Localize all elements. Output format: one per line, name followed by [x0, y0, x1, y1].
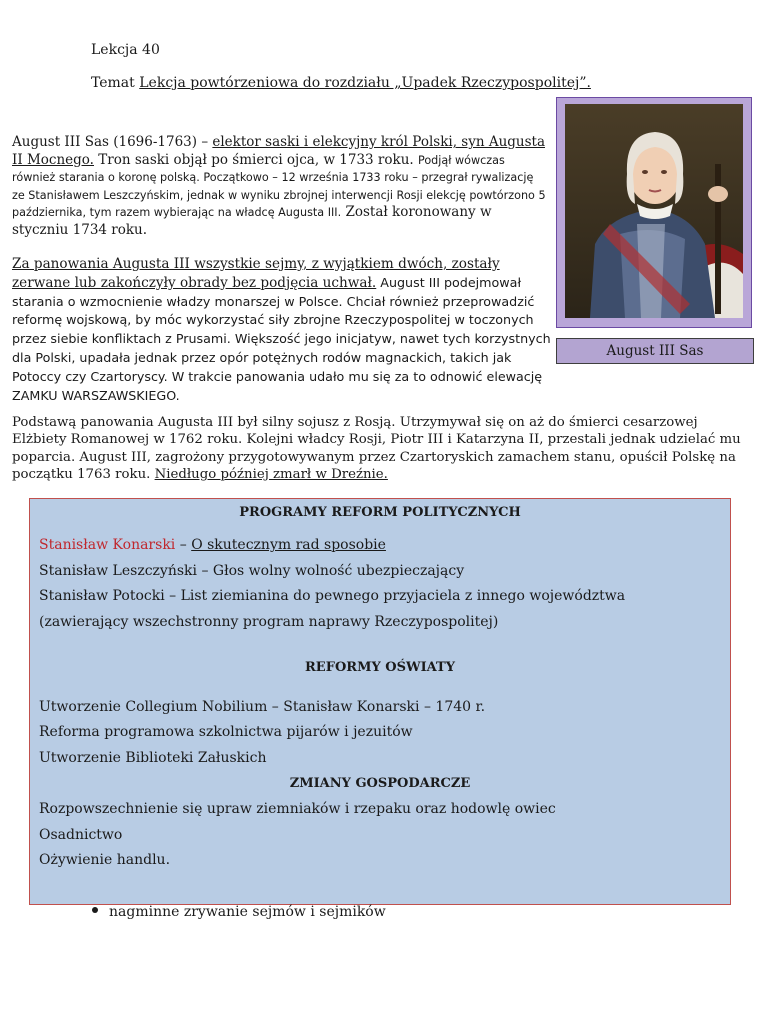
- bullet-item: [92, 904, 386, 920]
- konarski-dash: –: [175, 537, 192, 553]
- portrait-caption: August III Sas: [556, 338, 754, 364]
- edu-line-piarists: Reforma programowa szkolnictwa pijarów i jezuitów: [39, 724, 413, 740]
- bullet-dot-icon: [92, 907, 98, 913]
- portrait-frame: [556, 97, 752, 328]
- bio-end: Został koronowany w styczniu 1734 roku.: [12, 204, 492, 238]
- reforms-box: [29, 498, 731, 905]
- lesson-topic: [91, 75, 591, 91]
- lesson-number: Lekcja 40: [91, 42, 160, 58]
- bio-underlined: elektor saski i elekcyjny król Polski, syn Augusta II Mocnego.: [12, 134, 545, 168]
- paragraph-russia: [12, 414, 747, 484]
- paragraph-biography: [12, 134, 547, 239]
- topic-title: Lekcja powtórzeniowa do rozdziału „Upadek Rzeczypospolitej”.: [139, 75, 591, 91]
- konarski-name: Stanisław Konarski: [39, 537, 176, 553]
- edu-line-collegium: Utworzenie Collegium Nobilium – Stanisław Konarski – 1740 r.: [39, 699, 486, 715]
- eco-line-trade: Ożywienie handlu.: [39, 852, 171, 868]
- reform-line-konarski: [39, 537, 386, 553]
- paragraph-reign: [12, 256, 552, 405]
- reign-rest: August III podejmował starania o wzmocnienie władzy monarszej w Polsce. Chciał również przeprowadzić reformę wojskową, by móc wykorzystać siły zbrojne Rzeczypospolitej w toczonych przez siebie konfliktach z Prusami. Większość jego inicjatyw, nawet tych korzystnych dla Polski, upadała jednak przez opór potężnych rodów magnackich, takich jak Potoccy czy Czartoryscy. W trakcie panowania udało mu się za to odnowić elewację ZAMKU WARSZAWSKIEGO.: [12, 274, 551, 403]
- heading-education-reforms: REFORMY OŚWIATY: [305, 660, 455, 675]
- russia-underlined: Niedługo później zmarł w Dreźnie.: [154, 467, 388, 483]
- reform-line-potocki: Stanisław Potocki – List ziemianina do pewnego przyjaciela z innego województwa: [39, 588, 626, 604]
- russia-text: Podstawą panowania Augusta III był silny sojusz z Rosją. Utrzymywał się on aż do śmierci cesarzowej Elżbiety Romanowej w 1762 roku. Kolejni władcy Rosji, Piotr III i Katarzyna II, przestali jednak udzielać mu poparcia. August III, zagrożony przygotowywanym przez Czartoryskich zamachem stanu, opuścił Polskę na początku 1763 roku.: [12, 415, 741, 483]
- bullet-text: nagminne zrywanie sejmów i sejmików: [109, 904, 386, 920]
- bio-lead: August III Sas (1696-1763) –: [12, 134, 213, 150]
- eco-line-crops: Rozpowszechnienie się upraw ziemniaków i rzepaku oraz hodowlę owiec: [39, 801, 556, 817]
- bio-cont: Tron saski objął po śmierci ojca, w 1733 roku.: [93, 151, 414, 168]
- portrait-painting: [565, 104, 743, 318]
- topic-prefix: Temat: [91, 75, 135, 91]
- reform-line-leszczynski: Stanisław Leszczyński – Głos wolny wolność ubezpieczający: [39, 563, 465, 579]
- konarski-work: O skutecznym rad sposobie: [191, 537, 386, 553]
- reform-line-program: (zawierający wszechstronny program naprawy Rzeczypospolitej): [39, 614, 499, 630]
- portrait-image: [565, 104, 743, 318]
- heading-economic-changes: ZMIANY GOSPODARCZE: [289, 776, 471, 791]
- eco-line-settlement: Osadnictwo: [39, 827, 123, 843]
- heading-political-reforms: PROGRAMY REFORM POLITYCZNYCH: [239, 505, 521, 520]
- reign-underlined: Za panowania Augusta III wszystkie sejmy, z wyjątkiem dwóch, zostały zerwane lub zakończyły obrady bez podjęcia uchwał.: [12, 256, 500, 291]
- bio-small: Podjął wówczas również starania o koronę polską. Początkowo – 12 września 1733 roku – przegrał rywalizację ze Stanisławem Leszczyńskim, jednak w wyniku zbrojnej interwencji Rosji elekcję powtórzono 5 października, tym razem wybierając na władcę Augusta III.: [12, 153, 546, 219]
- edu-line-library: Utworzenie Biblioteki Załuskich: [39, 750, 267, 766]
